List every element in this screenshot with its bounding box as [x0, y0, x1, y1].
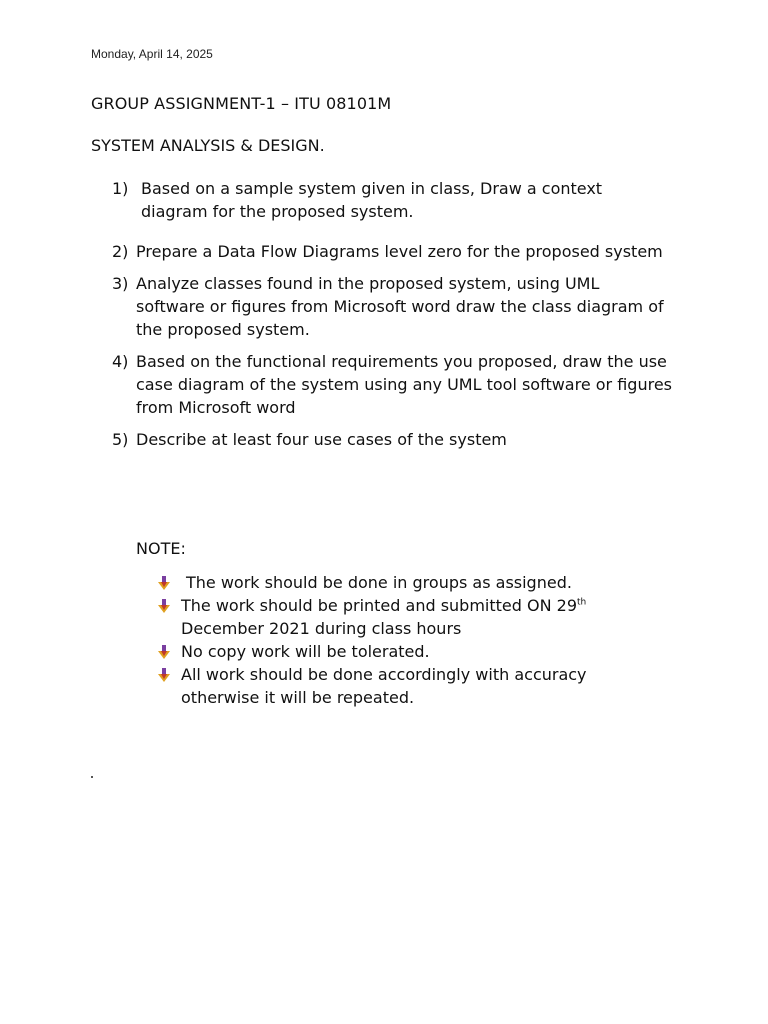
task-text: Prepare a Data Flow Diagrams level zero for the proposed system [136, 242, 663, 261]
note-text: No copy work will be tolerated. [181, 642, 430, 661]
note-item [158, 571, 638, 594]
task-number: 5) [112, 430, 129, 449]
task-text: Based on the functional requirements you proposed, draw the use case diagram of the system using any UML tool software or figures from Microsoft word [136, 352, 672, 417]
note-item [158, 663, 638, 709]
arrow-down-bullet-icon [158, 576, 170, 590]
task-list [112, 177, 672, 460]
task-text: Based on a sample system given in class, Draw a context diagram for the proposed system. [141, 179, 603, 221]
course-subtitle: SYSTEM ANALYSIS & DESIGN. [91, 136, 325, 155]
note-item [158, 594, 638, 640]
arrow-down-bullet-icon [158, 668, 170, 682]
task-item [112, 272, 672, 341]
note-text: The work should be printed and submitted ON 29 [181, 596, 577, 615]
arrow-down-bullet-icon [158, 599, 170, 613]
note-list [158, 571, 638, 709]
note-text-continued: December 2021 during class hours [181, 619, 462, 638]
task-item [112, 350, 672, 419]
task-number: 4) [112, 352, 129, 371]
note-label: NOTE: [136, 539, 186, 558]
task-item [112, 177, 672, 223]
task-number: 1) [112, 179, 129, 198]
task-item [112, 240, 672, 263]
ordinal-suffix: th [577, 597, 587, 608]
document-date: Monday, April 14, 2025 [91, 47, 213, 61]
arrow-down-bullet-icon [158, 645, 170, 659]
note-text: All work should be done accordingly with accuracy otherwise it will be repeated. [181, 665, 587, 707]
task-number: 2) [112, 242, 129, 261]
task-number: 3) [112, 274, 129, 293]
task-item [112, 428, 672, 451]
task-text: Analyze classes found in the proposed system, using UML software or figures from Microsoft word draw the class diagram of the proposed system. [136, 274, 664, 339]
stray-dot-mark [91, 776, 93, 778]
task-text: Describe at least four use cases of the system [136, 430, 507, 449]
assignment-title: GROUP ASSIGNMENT-1 – ITU 08101M [91, 94, 392, 113]
note-text: The work should be done in groups as assigned. [186, 573, 572, 592]
note-item [158, 640, 638, 663]
